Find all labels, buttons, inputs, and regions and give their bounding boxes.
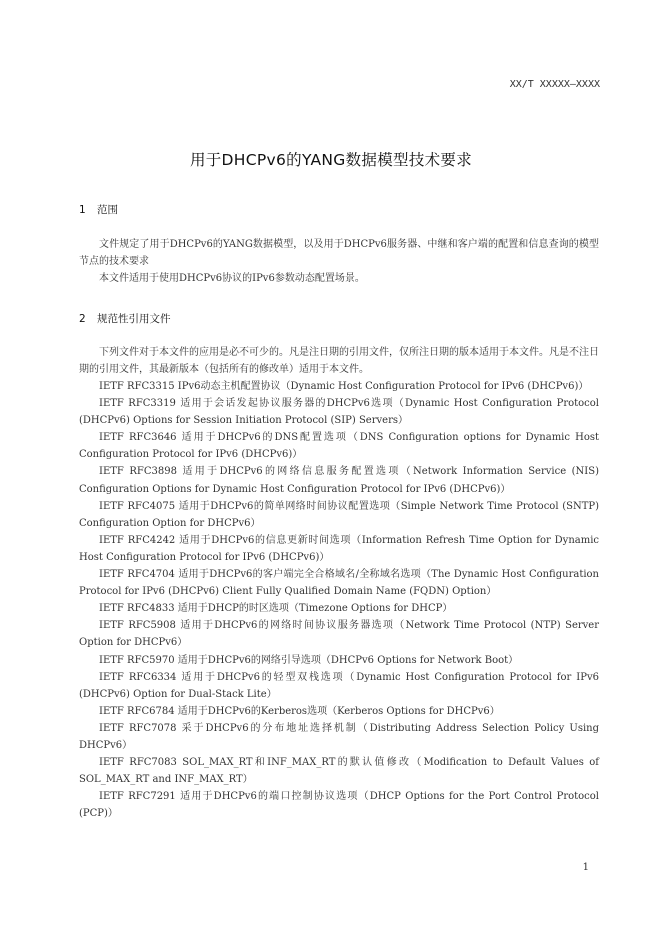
reference-item: IETF RFC5970 适用于DHCPv6的网络引导选项（DHCPv6 Options for Network Boot） — [99, 654, 519, 666]
scope-body — [79, 236, 599, 287]
paragraph: 下列文件对于本文件的应用是必不可少的。凡是注日期的引用文件，仅所注日期的版本适用于本文件。凡是不注日期的引用文件，其最新版本（包括所有的修改单）适用于本文件。 — [79, 347, 599, 376]
paragraph: 本文件适用于使用DHCPv6协议的IPv6参数动态配置场景。 — [99, 273, 365, 285]
section-number: 1 — [79, 204, 86, 216]
reference-item: IETF RFC4704 适用于DHCPv6的客户端完全合格域名/全称域名选项（The Dynamic Host Configuration Protocol for IPv6 (DHCPv6) Client Fully Qualified Domain Name (FQDN) Option） — [79, 569, 599, 598]
section-title: 规范性引用文件 — [97, 313, 171, 325]
section-heading-scope — [79, 202, 118, 217]
reference-item: IETF RFC3898 适用于DHCPv6的网络信息服务配置选项（Network Information Service (NIS) Configuration Options for Dynamic Host Configuration Protocol for IPv6 (DHCPv6)） — [79, 466, 599, 495]
reference-item: IETF RFC6784 适用于DHCPv6的Kerberos选项（Kerberos Options for DHCPv6） — [99, 705, 500, 717]
reference-item: IETF RFC3319 适用于会话发起协议服务器的DHCPv6选项（Dynamic Host Configuration Protocol (DHCPv6) Options for Session Initiation Protocol (SIP) Servers） — [79, 398, 599, 427]
document-code: XX/T XXXXX—XXXX — [509, 79, 600, 90]
reference-item: IETF RFC4075 适用于DHCPv6的简单网络时间协议配置选项（Simple Network Time Protocol (SNTP) Configuration Option for DHCPv6） — [79, 500, 599, 529]
reference-item: IETF RFC4242 适用于DHCPv6的信息更新时间选项（Information Refresh Time Option for Dynamic Host Configuration Protocol for IPv6 (DHCPv6)） — [79, 534, 599, 563]
section-title: 范围 — [97, 204, 118, 216]
reference-item: IETF RFC6334 适用于DHCPv6的轻型双栈选项（Dynamic Host Configuration Protocol for IPv6 (DHCPv6) Option for Dual-Stack Lite） — [79, 671, 599, 700]
section-heading-normative-references — [79, 311, 171, 326]
references-intro — [79, 344, 599, 378]
page-number: 1 — [582, 862, 589, 873]
reference-item: IETF RFC4833 适用于DHCP的时区选项（Timezone Options for DHCP） — [99, 603, 453, 615]
reference-item: IETF RFC7291 适用于DHCPv6的端口控制协议选项（DHCP Options for the Port Control Protocol (PCP)） — [79, 791, 599, 820]
reference-item: IETF RFC7083 SOL_MAX_RT和INF_MAX_RT的默认值修改（Modification to Default Values of SOL_MAX_RT and INF_MAX_RT） — [79, 757, 599, 786]
section-number: 2 — [79, 313, 86, 325]
reference-item: IETF RFC7078 采于DHCPv6的分布地址选择机制（Distributing Address Selection Policy Using DHCPv6） — [79, 722, 599, 751]
document-title: 用于DHCPv6的YANG数据模型技术要求 — [189, 151, 473, 169]
reference-item: IETF RFC3315 IPv6动态主机配置协议（Dynamic Host Configuration Protocol for IPv6 (DHCPv6)） — [99, 381, 589, 392]
reference-item: IETF RFC3646 适用于DHCPv6的DNS配置选项（DNS Configuration options for Dynamic Host Configuration Protocol for IPv6 (DHCPv6)） — [79, 432, 599, 461]
reference-list — [79, 378, 599, 822]
paragraph: 文件规定了用于DHCPv6的YANG数据模型，以及用于DHCPv6服务器、中继和客户端的配置和信息查询的模型节点的技术要求 — [79, 239, 599, 268]
reference-item: IETF RFC5908 适用于DHCPv6的网络时间协议服务器选项（Network Time Protocol (NTP) Server Option for DHCPv6） — [79, 620, 599, 649]
